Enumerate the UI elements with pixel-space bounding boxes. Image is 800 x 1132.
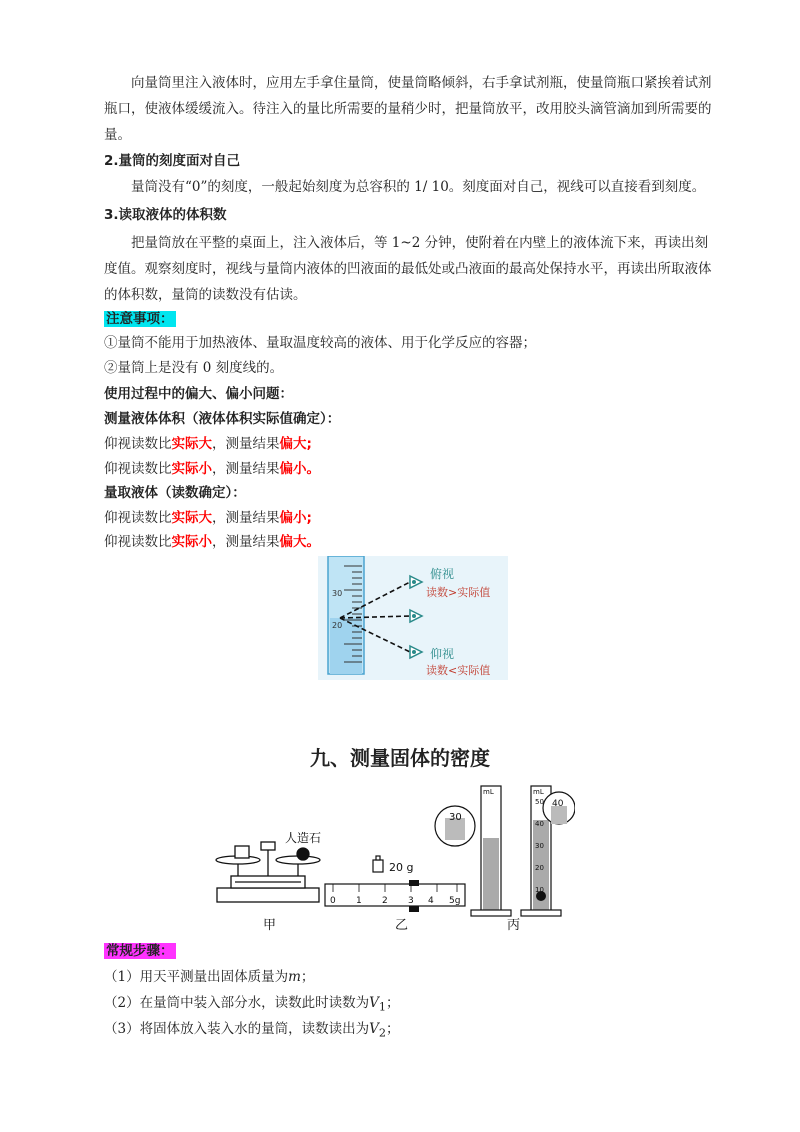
ruler-tick-4: 4 (428, 896, 434, 906)
weight-label: 20 g (389, 861, 414, 874)
ruler-tick-1: 1 (356, 896, 362, 906)
rule-slider (325, 880, 465, 912)
measure-line-1-c: ，测量结果 (212, 436, 280, 452)
zoom1-label: 30 (449, 812, 462, 823)
stone-label: 人造石 (285, 831, 322, 845)
cyl-tick-20: 20 (535, 864, 544, 872)
step-1-var: m (288, 969, 301, 985)
figure-label-c: 丙 (507, 918, 521, 933)
note-tag-label: 注意事项： (106, 311, 174, 327)
zoom2-label: 40 (552, 799, 564, 809)
cyl-tick-40: 40 (535, 820, 544, 828)
take-line-1-a: 仰视读数比 (104, 510, 172, 526)
measure-line-2-b: 实际小 (171, 461, 212, 477)
take-line-1-b: 实际大 (171, 510, 212, 526)
cylinder-tick-30: 30 (332, 589, 343, 598)
measure-line-2 (104, 458, 320, 480)
take-line-2-c: ，测量结果 (212, 534, 280, 550)
measure-line-1 (104, 433, 312, 455)
measure-line-2-a: 仰视读数比 (104, 461, 172, 477)
heading-scale-face: 2.量筒的刻度面对自己 (104, 153, 241, 169)
heading-take: 量取液体（读数确定）： (104, 485, 246, 501)
step-1: （1）用天平测量出固体质量为m； (104, 969, 315, 985)
cylinder2-unit: mL (533, 788, 544, 796)
weight-icon (373, 856, 383, 872)
heading-bias: 使用过程中的偏大、偏小问题： (104, 386, 293, 402)
measure-line-1-a: 仰视读数比 (104, 436, 172, 452)
label-look-down: 俯视 (430, 567, 455, 581)
measure-line-2-c: ，测量结果 (212, 461, 280, 477)
take-line-2-b: 实际小 (171, 534, 212, 550)
take-line-1 (104, 507, 312, 529)
step-3-var: V (369, 1021, 379, 1037)
measure-line-1-b: 实际大 (171, 436, 212, 452)
cylinder-with-stone (521, 786, 575, 916)
section-title: 九、测量固体的密度 (310, 746, 490, 770)
step-1-text: （1）用天平测量出固体质量为 (104, 969, 289, 985)
cylinder-reading-figure (318, 556, 508, 680)
steps-tag (104, 940, 176, 962)
paragraph-read-volume: 把量筒放在平整的桌面上，注入液体后，等 1~2 分钟，使附着在内壁上的液体流下来，再读出刻度值。观察刻度时，视线与量筒内液体的凹液面的最低处或凸液面的最高处保持水平，再读出所取液体的体积数，量筒的读数没有估读。 (104, 235, 712, 303)
step-2-var: V (369, 995, 379, 1011)
balance-scale (216, 842, 320, 902)
note-tag (104, 308, 176, 330)
step-2-text: （2）在量筒中装入部分水，读数此时读数为 (104, 995, 370, 1011)
cylinder1-unit: mL (483, 788, 494, 796)
take-line-2-d: 偏大。 (279, 534, 320, 550)
label-reading-less: 读数<实际值 (426, 664, 491, 677)
label-reading-greater: 读数>实际值 (426, 586, 491, 599)
step-2-sub: 1 (378, 1000, 387, 1014)
ruler-tick-3: 3 (408, 896, 414, 906)
paragraph-pour-liquid: 向量筒里注入液体时，应用左手拿住量筒，使量筒略倾斜，右手拿试剂瓶，使量筒瓶口紧挨着试剂瓶口，使液体缓缓流入。待注入的量比所需要的量稍少时，把量筒放平，改用胶头滴管滴加到所需要的量。 (104, 75, 712, 143)
measure-line-2-d: 偏小。 (279, 461, 320, 477)
density-experiment-figure (205, 776, 575, 936)
step-3: （3）将固体放入装入水的量筒，读数读出为$V_2$； (104, 1021, 400, 1040)
take-line-2 (104, 531, 320, 553)
cyl-tick-10: 10 (535, 886, 544, 894)
take-line-1-d: 偏小; (279, 510, 312, 526)
paragraph-scale-face: 量筒没有“0”的刻度，一般起始刻度为总容积的 1/ 10。刻度面对自己，视线可以直接看到刻度。 (131, 179, 706, 195)
note-item-1: ①量筒不能用于加热液体、量取温度较高的液体、用于化学反应的容器； (104, 335, 536, 351)
ruler-tick-2: 2 (382, 896, 388, 906)
take-line-1-c: ，测量结果 (212, 510, 280, 526)
heading-measure: 测量液体体积（液体体积实际值确定）： (104, 411, 341, 427)
cyl-tick-50: 50 (535, 798, 544, 806)
heading-read-volume: 3.读取液体的体积数 (104, 207, 227, 223)
label-look-up: 仰视 (430, 647, 455, 661)
figure-label-a: 甲 (263, 918, 277, 933)
step-3-text: （3）将固体放入装入水的量筒，读数读出为 (104, 1021, 370, 1037)
ruler-tick-0: 0 (330, 896, 336, 906)
ruler-tick-5: 5g (449, 896, 461, 906)
cylinder-tick-20: 20 (332, 621, 343, 630)
note-item-2: ②量筒上是没有 0 刻度线的。 (104, 360, 284, 376)
measure-line-1-d: 偏大; (279, 436, 312, 452)
steps-tag-label: 常规步骤： (106, 943, 174, 959)
figure-label-b: 乙 (395, 918, 409, 933)
step-2: （2）在量筒中装入部分水，读数此时读数为$V_1$； (104, 995, 400, 1014)
cyl-tick-30: 30 (535, 842, 544, 850)
step-3-sub: 2 (378, 1026, 387, 1040)
take-line-2-a: 仰视读数比 (104, 534, 172, 550)
